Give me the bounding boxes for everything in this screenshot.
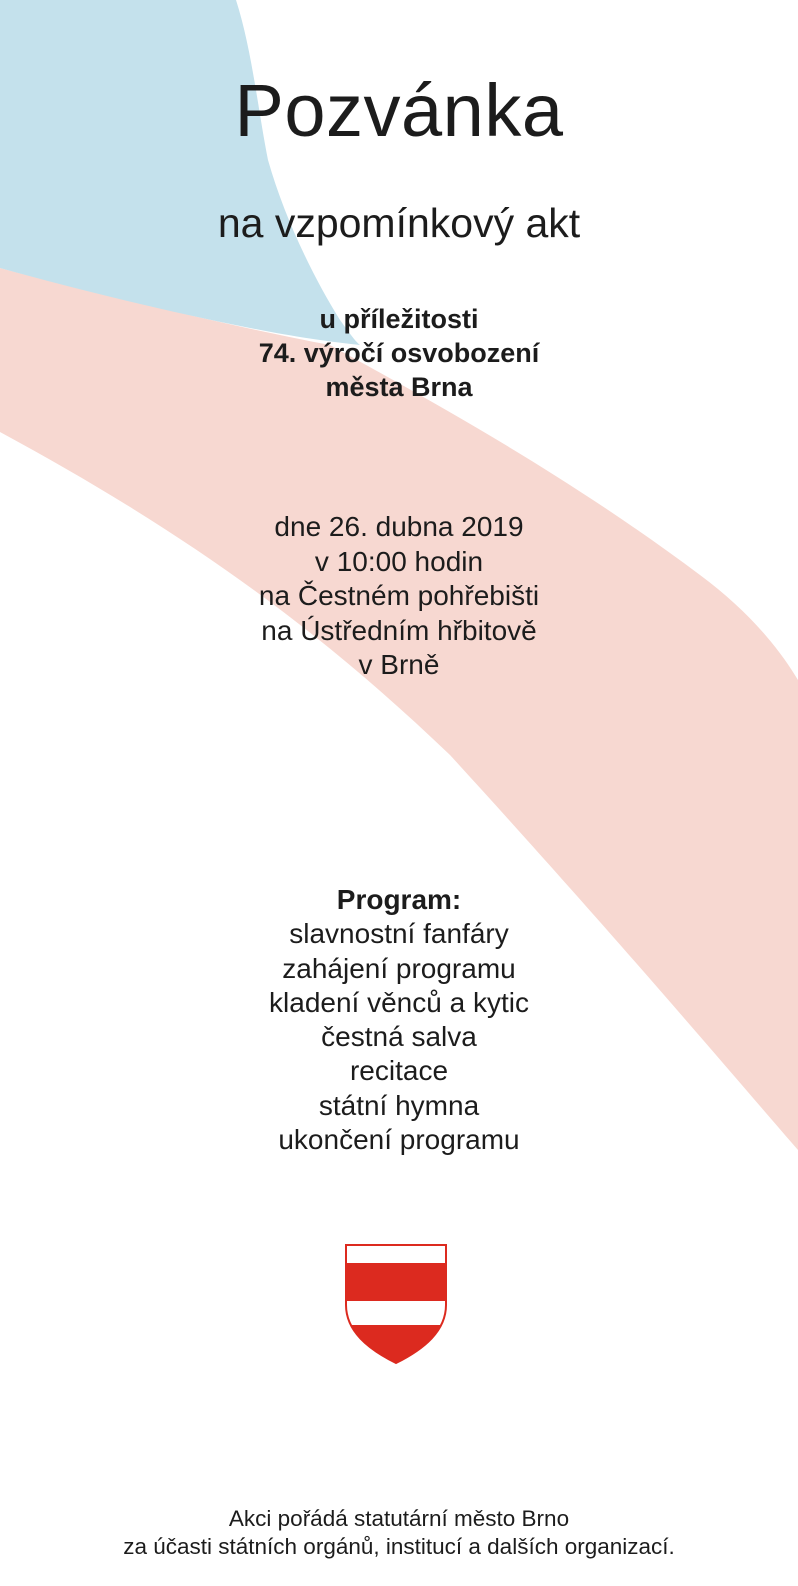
event-city: v Brně xyxy=(358,649,440,680)
invitation-title: Pozvánka xyxy=(234,69,564,152)
event-place: na Čestném pohřebišti xyxy=(258,580,540,611)
program-item: ukončení programu xyxy=(278,1124,520,1156)
event-time: v 10:00 hodin xyxy=(314,545,484,577)
invitation-subtitle: na vzpomínkový akt xyxy=(217,200,581,246)
brno-coat-of-arms-icon xyxy=(344,1243,448,1365)
occasion-line: města Brna xyxy=(325,372,473,402)
program-item: slavnostní fanfáry xyxy=(289,918,509,950)
event-date: dne 26. dubna 2019 xyxy=(274,511,524,542)
program-heading: Program: xyxy=(336,884,462,915)
program-item: kladení věnců a kytic xyxy=(269,986,529,1018)
footer-line: za účasti státních orgánů, institucí a dalších organizací. xyxy=(123,1534,675,1559)
occasion-text xyxy=(0,302,798,404)
program-item: recitace xyxy=(349,1055,449,1087)
program-section xyxy=(0,883,798,1157)
organizer-footer xyxy=(0,1505,798,1561)
program-item: zahájení programu xyxy=(282,952,516,984)
occasion-line: u příležitosti xyxy=(319,304,479,334)
event-details xyxy=(0,510,798,683)
footer-line: Akci pořádá statutární město Brno xyxy=(228,1506,570,1531)
program-item: čestná salva xyxy=(321,1021,477,1053)
occasion-line: 74. výročí osvobození xyxy=(258,338,540,368)
event-place: na Ústředním hřbitově xyxy=(261,614,537,646)
program-item: státní hymna xyxy=(318,1089,480,1121)
